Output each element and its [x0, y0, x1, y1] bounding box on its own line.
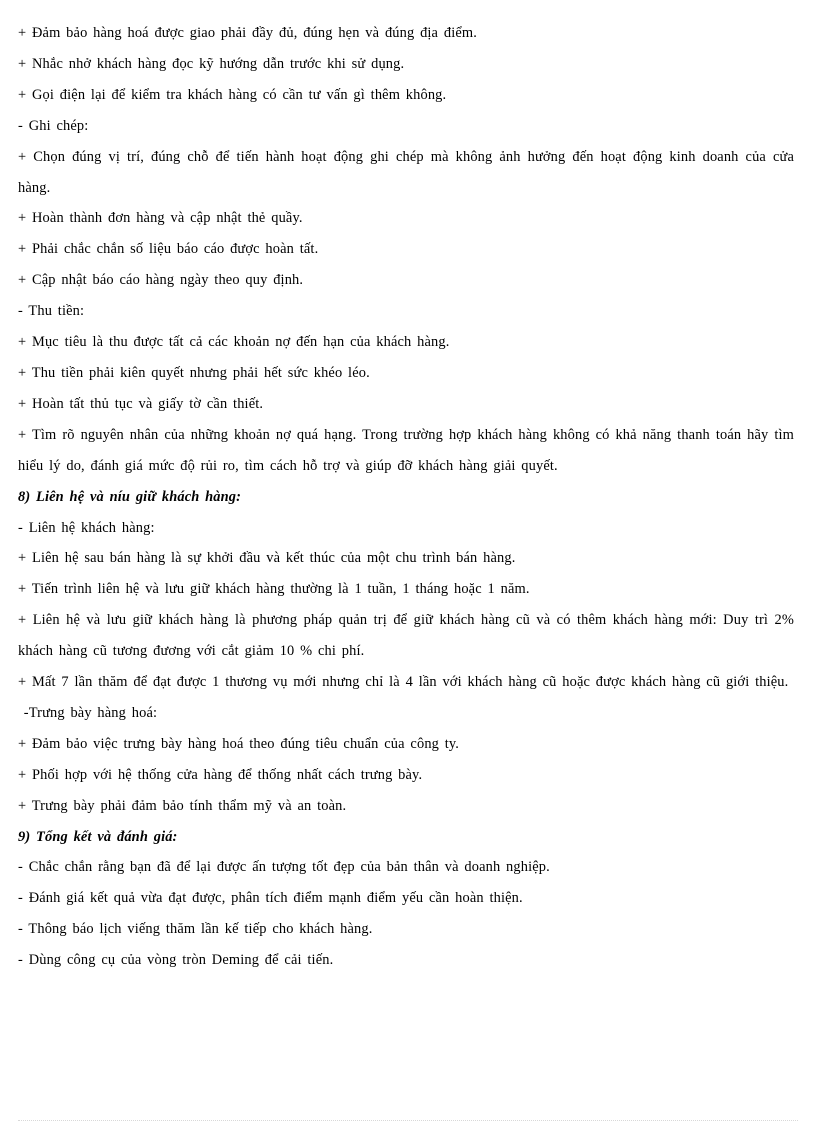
subheading-merchandising: -Trưng bày hàng hoá: — [18, 704, 158, 721]
bullet-after-sales-contact: + Liên hệ sau bán hàng là sự khởi đầu và kết thúc của một chu trình bán hàng. — [18, 550, 516, 567]
section-heading-8: 8) Liên hệ và níu giữ khách hàng: — [18, 488, 242, 505]
bullet-follow-up-call: + Gọi điện lại để kiểm tra khách hàng có cần tư vấn gì thêm không. — [18, 86, 447, 103]
bullet-collect-debts: + Mục tiêu là thu được tất cả các khoản nợ đến hạn của khách hàng. — [18, 334, 450, 351]
bullet-complete-orders: + Hoàn thành đơn hàng và cập nhật thẻ quầy. — [18, 210, 303, 227]
section-heading-9: 9) Tổng kết và đánh giá: — [18, 828, 178, 845]
page-bottom-border — [18, 1120, 798, 1121]
bullet-paperwork: + Hoàn tất thủ tục và giấy tờ cần thiết. — [18, 395, 264, 412]
bullet-retention-method: + Liên hệ và lưu giữ khách hàng là phương pháp quản trị để giữ khách hàng cũ và có thêm khách hàng mới: Duy trì 2% khách hàng cũ tương đương với cắt giảm 10 % chi phí. — [18, 612, 794, 660]
subheading-contact-customers: - Liên hệ khách hàng: — [18, 519, 155, 536]
bullet-remind-instructions: + Nhắc nhở khách hàng đọc kỹ hướng dẫn trước khi sử dụng. — [18, 55, 405, 72]
bullet-deming-cycle: - Dùng công cụ của vòng tròn Deming để cải tiến. — [18, 952, 334, 969]
bullet-visit-ratio: + Mất 7 lần thăm để đạt được 1 thương vụ mới nhưng chỉ là 4 lần với khách hàng cũ hoặc được khách hàng cũ giới thiệu. — [18, 674, 789, 691]
bullet-firm-but-tactful: + Thu tiền phải kiên quyết nhưng phải hết sức khéo léo. — [18, 364, 370, 381]
bullet-coordinate-display: + Phối hợp với hệ thống cửa hàng để thống nhất cách trưng bày. — [18, 766, 423, 783]
subheading-record-keeping: - Ghi chép: — [18, 117, 89, 134]
bullet-overdue-causes: + Tìm rõ nguyên nhân của những khoản nợ quá hạng. Trong trường hợp khách hàng không có khả năng thanh toán hãy tìm hiểu lý do, đánh giá mức độ rủi ro, tìm cách hỗ trợ và giúp đỡ khách hàng giải quyết. — [18, 426, 794, 474]
bullet-evaluate-results: - Đánh giá kết quả vừa đạt được, phân tích điểm mạnh điểm yếu cần hoàn thiện. — [18, 890, 523, 907]
subheading-collections: - Thu tiền: — [18, 303, 85, 320]
document-page — [18, 18, 794, 976]
bullet-next-visit: - Thông báo lịch viếng thăm lần kế tiếp cho khách hàng. — [18, 921, 373, 938]
bullet-good-impression: - Chắc chắn rằng bạn đã để lại được ấn tượng tốt đẹp của bản thân và doanh nghiệp. — [18, 859, 550, 876]
bullet-daily-report: + Cập nhật báo cáo hàng ngày theo quy định. — [18, 272, 304, 289]
bullet-display-standards: + Đảm bảo việc trưng bày hàng hoá theo đúng tiêu chuẩn của công ty. — [18, 735, 460, 752]
bullet-contact-frequency: + Tiến trình liên hệ và lưu giữ khách hàng thường là 1 tuần, 1 tháng hoặc 1 năm. — [18, 581, 530, 598]
bullet-choose-location: + Chọn đúng vị trí, đúng chỗ để tiến hành hoạt động ghi chép mà không ảnh hưởng đến hoạt động kinh doanh của cửa hàng. — [18, 148, 794, 196]
bullet-verify-figures: + Phải chắc chắn số liệu báo cáo được hoàn tất. — [18, 241, 319, 258]
bullet-delivery: + Đảm bảo hàng hoá được giao phải đầy đủ, đúng hẹn và đúng địa điểm. — [18, 25, 477, 41]
bullet-display-safety: + Trưng bày phải đảm bảo tính thẩm mỹ và an toàn. — [18, 797, 347, 814]
